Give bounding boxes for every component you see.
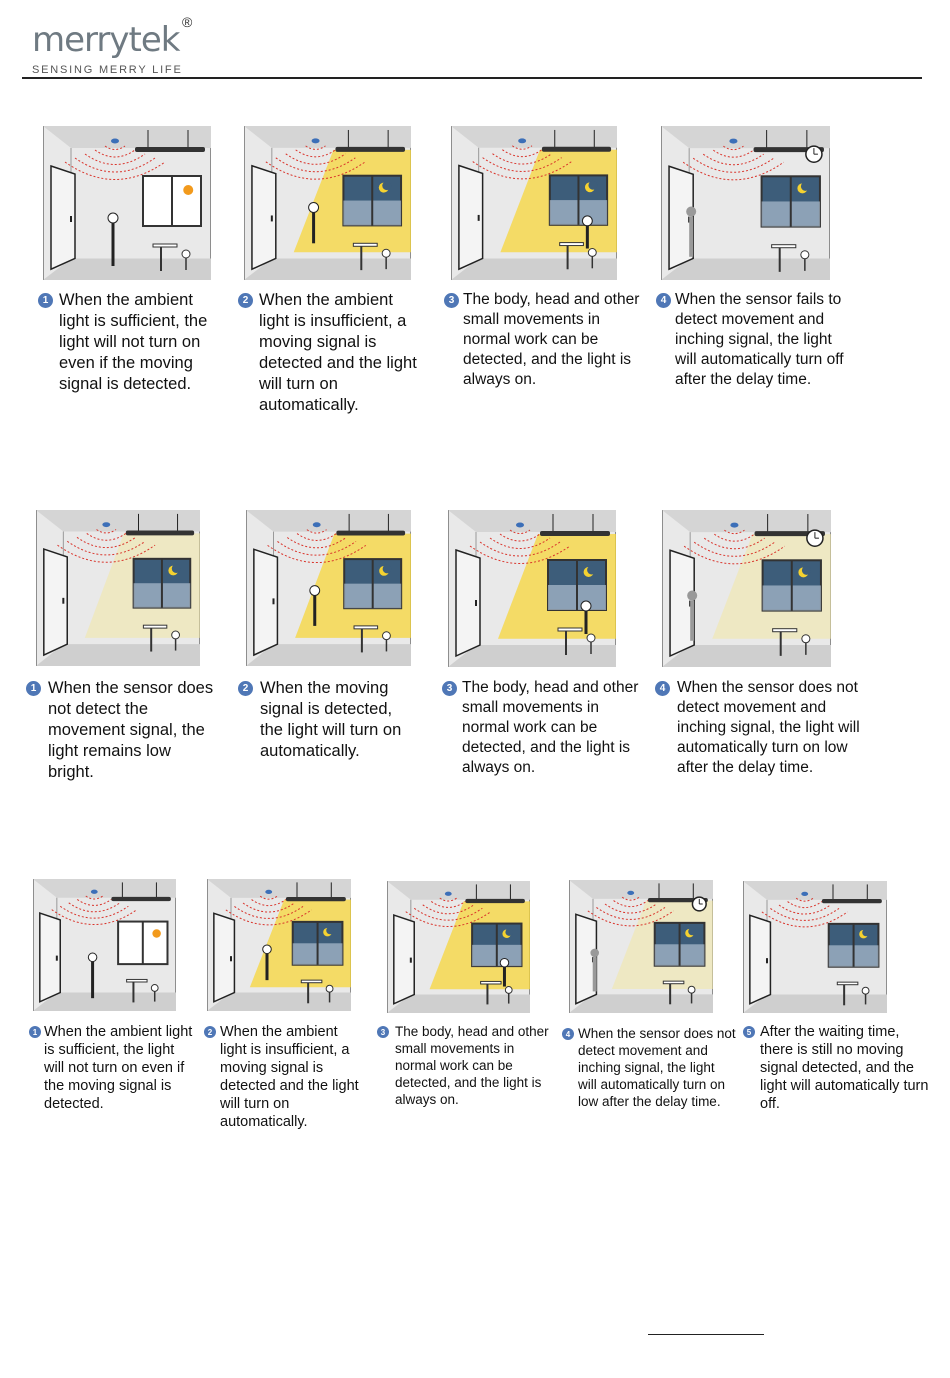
motion-sensor — [313, 522, 321, 527]
caption-text: When the sensor does not detect movement and inching signal, the light will automatically turn on low after the delay time. — [578, 1026, 736, 1109]
caption-text: When the ambient light is insufficient, a moving signal is detected and the light will turn on automatically. — [220, 1024, 359, 1130]
section-3-caption-5 — [743, 1023, 933, 1113]
step-number-badge: 3 — [377, 1026, 389, 1038]
moon-shadow — [588, 181, 597, 190]
section-3-caption-2 — [204, 1023, 364, 1131]
chair-seat — [326, 985, 333, 992]
section-3-panel-1 — [33, 879, 176, 1011]
section-1-caption-3 — [444, 290, 649, 390]
section-3-panel-4 — [569, 880, 713, 1013]
step-number-badge: 3 — [444, 293, 459, 308]
room-ceiling — [33, 879, 176, 898]
section-3-panel-2 — [207, 879, 351, 1011]
chair-seat — [382, 249, 390, 257]
caption-text: When the sensor fails to detect movement and inching signal, the light will automatically turn off after the delay time. — [675, 291, 844, 388]
desk — [353, 243, 377, 246]
step-number-badge: 3 — [442, 681, 457, 696]
step-number-badge: 1 — [26, 681, 41, 696]
ceiling-light-fixture — [822, 899, 882, 903]
section-2-panel-3 — [448, 510, 616, 667]
caption-text: When the ambient light is sufficient, the light will not turn on even if the moving signal is detected. — [44, 1024, 193, 1112]
chair-seat — [182, 250, 190, 258]
person-head — [88, 953, 97, 962]
sun-icon — [152, 929, 161, 938]
caption-text: When the moving signal is detected, the light will turn on automatically. — [260, 679, 402, 760]
section-3-caption-1 — [29, 1023, 197, 1113]
room-ceiling — [387, 881, 530, 900]
section-1-caption-1 — [38, 290, 218, 395]
ceiling-light-fixture — [126, 531, 194, 536]
ceiling-light-fixture — [540, 531, 610, 536]
moon-shadow — [382, 181, 391, 190]
chair-seat — [862, 987, 869, 994]
section-1-panel-1 — [43, 126, 211, 280]
step-number-badge: 4 — [656, 293, 671, 308]
step-number-badge: 2 — [238, 293, 253, 308]
room-ceiling — [451, 126, 617, 148]
section-2-panel-2 — [246, 510, 411, 666]
desk — [153, 244, 177, 247]
section-2-caption-2 — [238, 678, 418, 762]
section-3-panel-3 — [387, 881, 530, 1013]
moon-shadow — [688, 928, 696, 936]
motion-sensor — [516, 523, 524, 528]
room-ceiling — [43, 126, 211, 148]
room-ceiling — [36, 510, 200, 531]
moon-shadow — [801, 182, 810, 191]
footer-divider — [648, 1334, 764, 1335]
caption-text: The body, head and other small movements in normal work can be detected, and the light is always on. — [395, 1024, 549, 1107]
chair-seat — [172, 631, 180, 639]
moon-shadow — [802, 566, 811, 575]
motion-sensor — [312, 138, 320, 143]
section-3-caption-3 — [377, 1023, 557, 1108]
caption-text: The body, head and other small movements in normal work can be detected, and the light is always on. — [462, 679, 639, 776]
motion-sensor — [730, 523, 738, 528]
person-ghost-head — [590, 949, 599, 958]
desk — [773, 629, 797, 632]
desk — [301, 980, 322, 983]
chair-seat — [802, 635, 810, 643]
room-ceiling — [661, 126, 830, 148]
desk — [837, 982, 858, 985]
desk — [772, 245, 796, 248]
moon-shadow — [326, 927, 334, 935]
room-ceiling — [448, 510, 616, 532]
desk — [354, 626, 378, 629]
room-ceiling — [246, 510, 411, 532]
section-1-panel-4 — [661, 126, 830, 280]
section-1-panel-3 — [451, 126, 617, 280]
step-number-badge: 5 — [743, 1026, 755, 1038]
ceiling-light-fixture — [336, 531, 405, 536]
ceiling-light-fixture — [286, 897, 346, 901]
room-ceiling — [244, 126, 411, 148]
section-2-panel-1 — [36, 510, 200, 666]
step-number-badge: 1 — [38, 293, 53, 308]
motion-sensor — [91, 890, 98, 894]
room-ceiling — [662, 510, 831, 532]
section-2-caption-3 — [442, 678, 647, 778]
brand-name: merrytek — [32, 20, 180, 60]
brand-logo — [22, 14, 222, 78]
motion-sensor — [729, 139, 737, 144]
person-ghost-head — [686, 206, 696, 216]
step-number-badge: 4 — [562, 1028, 574, 1040]
room-ceiling — [743, 881, 887, 900]
desk — [481, 981, 501, 984]
person-head — [581, 601, 591, 611]
caption-text: The body, head and other small movements in normal work can be detected, and the light is always on. — [463, 291, 640, 388]
motion-sensor — [111, 139, 119, 144]
section-3-panel-5 — [743, 881, 887, 1013]
sun-icon — [183, 185, 193, 195]
chair-seat — [383, 632, 391, 640]
ceiling-light-fixture — [335, 147, 405, 152]
person-head — [310, 586, 320, 596]
person-head — [108, 213, 118, 223]
caption-text: When the sensor does not detect the movement signal, the light remains low bright. — [48, 679, 214, 781]
person-head — [309, 203, 319, 213]
step-number-badge: 2 — [238, 681, 253, 696]
moon-shadow — [862, 929, 870, 937]
brand-tagline: SENSING MERRY LIFE — [32, 64, 183, 76]
ceiling-light-fixture — [465, 899, 525, 903]
desk — [663, 981, 684, 984]
person-head — [263, 945, 272, 954]
moon-shadow — [383, 565, 392, 574]
step-number-badge: 1 — [29, 1026, 41, 1038]
ceiling-light-fixture — [542, 147, 611, 152]
moon-shadow — [587, 566, 596, 575]
section-2-caption-1 — [26, 678, 216, 783]
motion-sensor — [445, 892, 452, 896]
header-divider — [22, 77, 922, 79]
caption-text: When the sensor does not detect movement and inching signal, the light will automatically turn on low after the delay time. — [677, 679, 860, 776]
section-3-caption-4 — [562, 1025, 737, 1110]
caption-text: When the ambient light is sufficient, the light will not turn on even if the moving signal is detected. — [59, 291, 208, 393]
step-number-badge: 2 — [204, 1026, 216, 1038]
moon-shadow — [172, 564, 181, 573]
section-1-caption-2 — [238, 290, 418, 416]
motion-sensor — [102, 522, 110, 527]
motion-sensor — [627, 891, 634, 895]
chair-seat — [688, 986, 695, 993]
room-ceiling — [569, 880, 713, 899]
desk — [558, 628, 582, 631]
section-1-caption-4 — [656, 290, 856, 390]
registered-mark: ® — [182, 14, 193, 30]
chair-seat — [587, 634, 595, 642]
chair-seat — [151, 985, 158, 992]
section-1-panel-2 — [244, 126, 411, 280]
moon-shadow — [505, 928, 513, 936]
chair-seat — [505, 987, 512, 994]
caption-text: After the waiting time, there is still no moving signal detected, and the light will automatically turn off. — [760, 1024, 929, 1112]
step-number-badge: 4 — [655, 681, 670, 696]
ceiling-light-fixture — [135, 147, 205, 152]
section-2-caption-4 — [655, 678, 865, 778]
chair-seat — [801, 251, 809, 259]
ceiling-light-fixture — [111, 897, 171, 901]
caption-text: When the ambient light is insufficient, a moving signal is detected and the light will turn on automatically. — [259, 291, 417, 414]
section-2-panel-4 — [662, 510, 831, 667]
person-head — [582, 216, 592, 226]
motion-sensor — [265, 890, 272, 894]
room-ceiling — [207, 879, 351, 898]
person-head — [500, 958, 509, 967]
motion-sensor — [801, 892, 808, 896]
person-ghost-head — [687, 590, 697, 600]
desk — [143, 625, 166, 628]
motion-sensor — [518, 138, 526, 143]
desk — [560, 243, 584, 246]
desk — [127, 979, 147, 982]
chair-seat — [588, 249, 596, 257]
